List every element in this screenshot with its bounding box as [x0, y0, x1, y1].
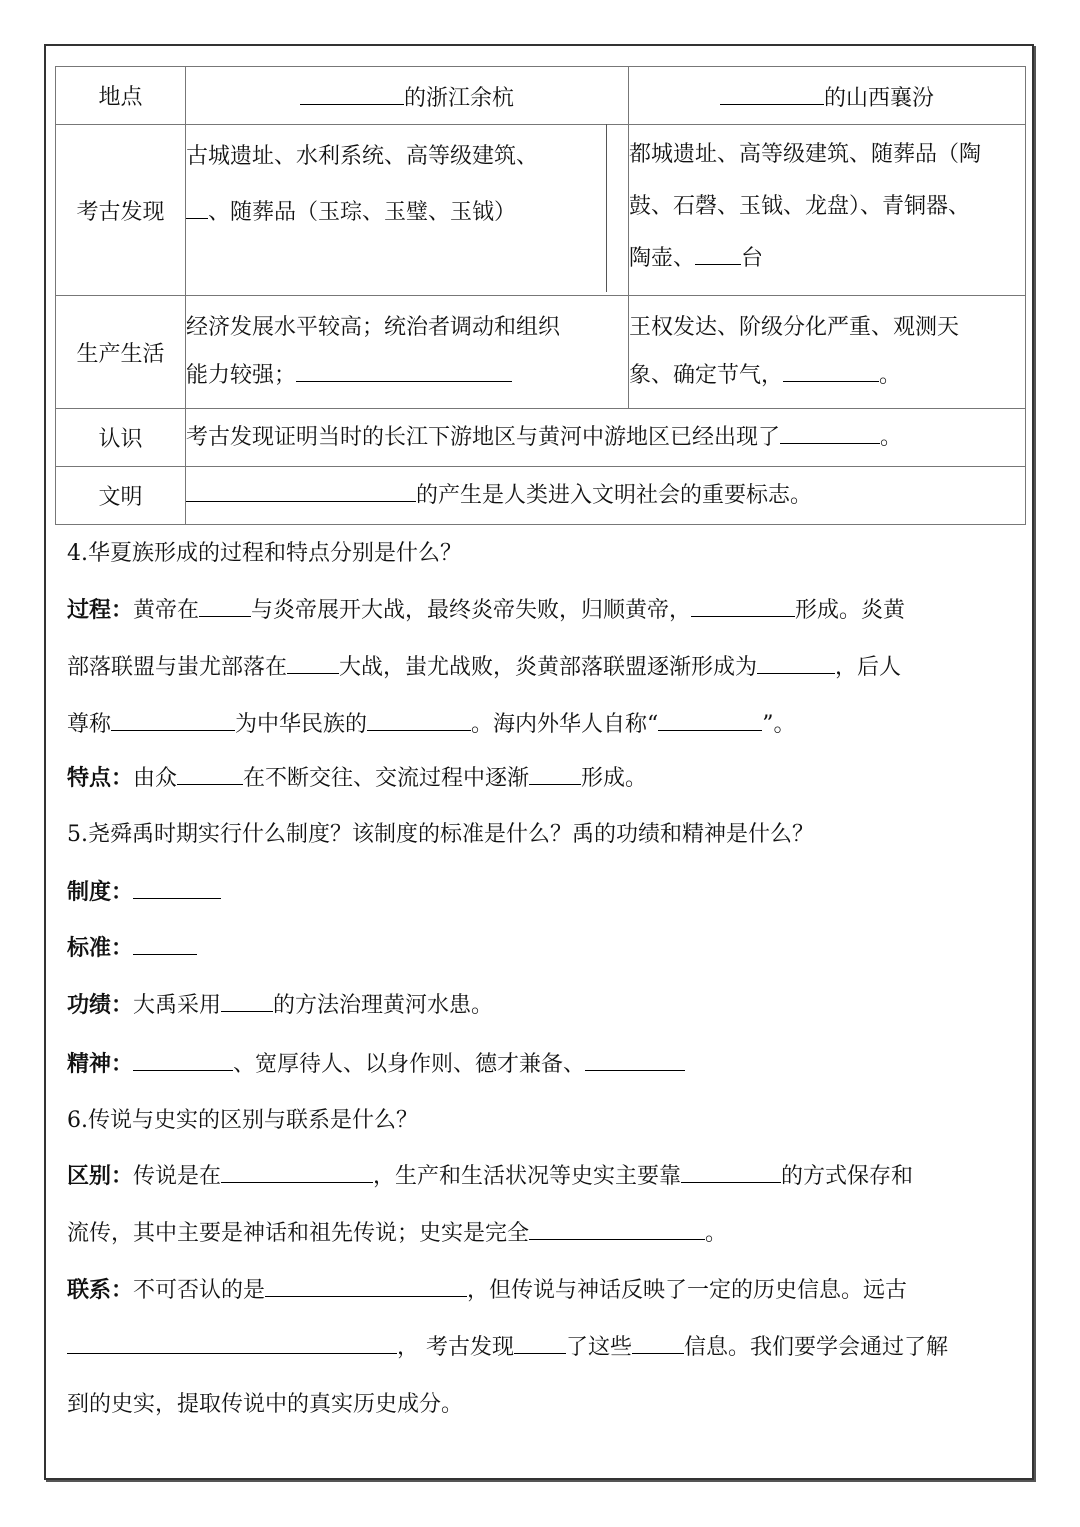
blank[interactable]	[720, 80, 824, 105]
location-left: 的浙江余杭	[186, 67, 629, 125]
q5-spirit-line: 精神： 、宽厚待人、以身作则、德才兼备、	[67, 1036, 1017, 1093]
blank[interactable]	[221, 1158, 373, 1183]
row-header: 文明	[56, 467, 186, 525]
understanding-cell: 考古发现证明当时的长江下游地区与黄河中游地区已经出现了 。	[186, 409, 1026, 467]
blank[interactable]	[199, 592, 251, 617]
blank[interactable]	[780, 419, 880, 444]
blank[interactable]	[632, 1329, 684, 1354]
blank[interactable]	[529, 1215, 705, 1240]
q6-link-line3: 到的史实，提取传说中的真实历史成分。	[67, 1392, 464, 1417]
q4-process-line2: 部落联盟与蚩尤部落在 大战，蚩尤战败，炎黄部落联盟逐渐形成为 ，后人	[67, 639, 1017, 696]
life-left: 经济发展水平较高；统治者调动和组织 能力较强；	[186, 296, 629, 409]
blank[interactable]	[296, 357, 512, 382]
blank[interactable]	[681, 1158, 781, 1183]
blank[interactable]	[67, 1329, 397, 1354]
q6-link-line1: 联系：不可否认的是 ，但传说与神话反映了一定的历史信息。远古	[67, 1262, 1017, 1319]
q5-system-line: 制度：	[67, 864, 1017, 921]
q5-title: 5.尧舜禹时期实行什么制度？该制度的标准是什么？禹的功绩和精神是什么？	[67, 822, 814, 847]
blank[interactable]	[658, 706, 762, 731]
discovery-left: 古城遗址、水利系统、高等级建筑、 、随葬品（玉琮、玉璧、玉钺）	[186, 125, 629, 296]
q5-merit-line: 功绩：大禹采用 的方法治理黄河水患。	[67, 977, 1017, 1034]
blank[interactable]	[691, 592, 795, 617]
blank[interactable]	[514, 1329, 566, 1354]
blank[interactable]	[111, 706, 235, 731]
q4-feature-line: 特点：由众 在不断交往、交流过程中逐渐 形成。	[67, 750, 1017, 807]
row-header: 生产生活	[56, 296, 186, 409]
row-header: 地点	[56, 67, 186, 125]
table-row	[56, 67, 1026, 125]
blank[interactable]	[585, 1046, 685, 1071]
blank[interactable]	[133, 874, 221, 899]
discovery-right: 都城遗址、高等级建筑、随葬品（陶 鼓、石磬、玉钺、龙盘）、青铜器、 陶壶、 台	[629, 125, 1026, 296]
blank[interactable]	[133, 930, 197, 955]
blank[interactable]	[221, 987, 273, 1012]
q4-title: 4.华夏族形成的过程和特点分别是什么？	[67, 541, 462, 566]
blank[interactable]	[177, 760, 243, 785]
table-row	[56, 409, 1026, 467]
q5-standard-line: 标准：	[67, 920, 1017, 977]
table-row	[56, 467, 1026, 525]
row-header: 认识	[56, 409, 186, 467]
q6-link-line2: ， 考古发现 了这些 信息。我们要学会通过了解	[67, 1319, 1017, 1376]
blank[interactable]	[300, 80, 404, 105]
life-right: 王权发达、阶级分化严重、观测天 象、确定节气， 。	[629, 296, 1026, 409]
q6-diff-line2: 流传，其中主要是神话和祖先传说；史实是完全 。	[67, 1205, 1017, 1262]
location-right: 的山西襄汾	[629, 67, 1026, 125]
table-row	[56, 296, 1026, 409]
civilization-cell: 的产生是人类进入文明社会的重要标志。	[186, 467, 1026, 525]
blank[interactable]	[287, 649, 339, 674]
row-header: 考古发现	[56, 125, 186, 296]
q6-diff-line1: 区别：传说是在 ，生产和生活状况等史实主要靠 的方式保存和	[67, 1148, 1017, 1205]
blank[interactable]	[186, 477, 416, 502]
blank[interactable]	[529, 760, 581, 785]
blank[interactable]	[783, 357, 879, 382]
table-row	[56, 125, 1026, 296]
cell-divider	[606, 124, 607, 292]
blank[interactable]	[186, 194, 208, 219]
blank[interactable]	[265, 1272, 467, 1297]
q4-process-line3: 尊称 为中华民族的 。海内外华人自称“ ”。	[67, 696, 1017, 753]
q4-process-line1: 过程：黄帝在 与炎帝展开大战，最终炎帝失败，归顺黄帝， 形成。炎黄	[67, 582, 1017, 639]
blank[interactable]	[757, 649, 835, 674]
blank[interactable]	[133, 1046, 233, 1071]
summary-table	[55, 66, 1026, 525]
q6-title: 6.传说与史实的区别与联系是什么？	[67, 1108, 418, 1133]
blank[interactable]	[695, 240, 741, 265]
blank[interactable]	[367, 706, 471, 731]
